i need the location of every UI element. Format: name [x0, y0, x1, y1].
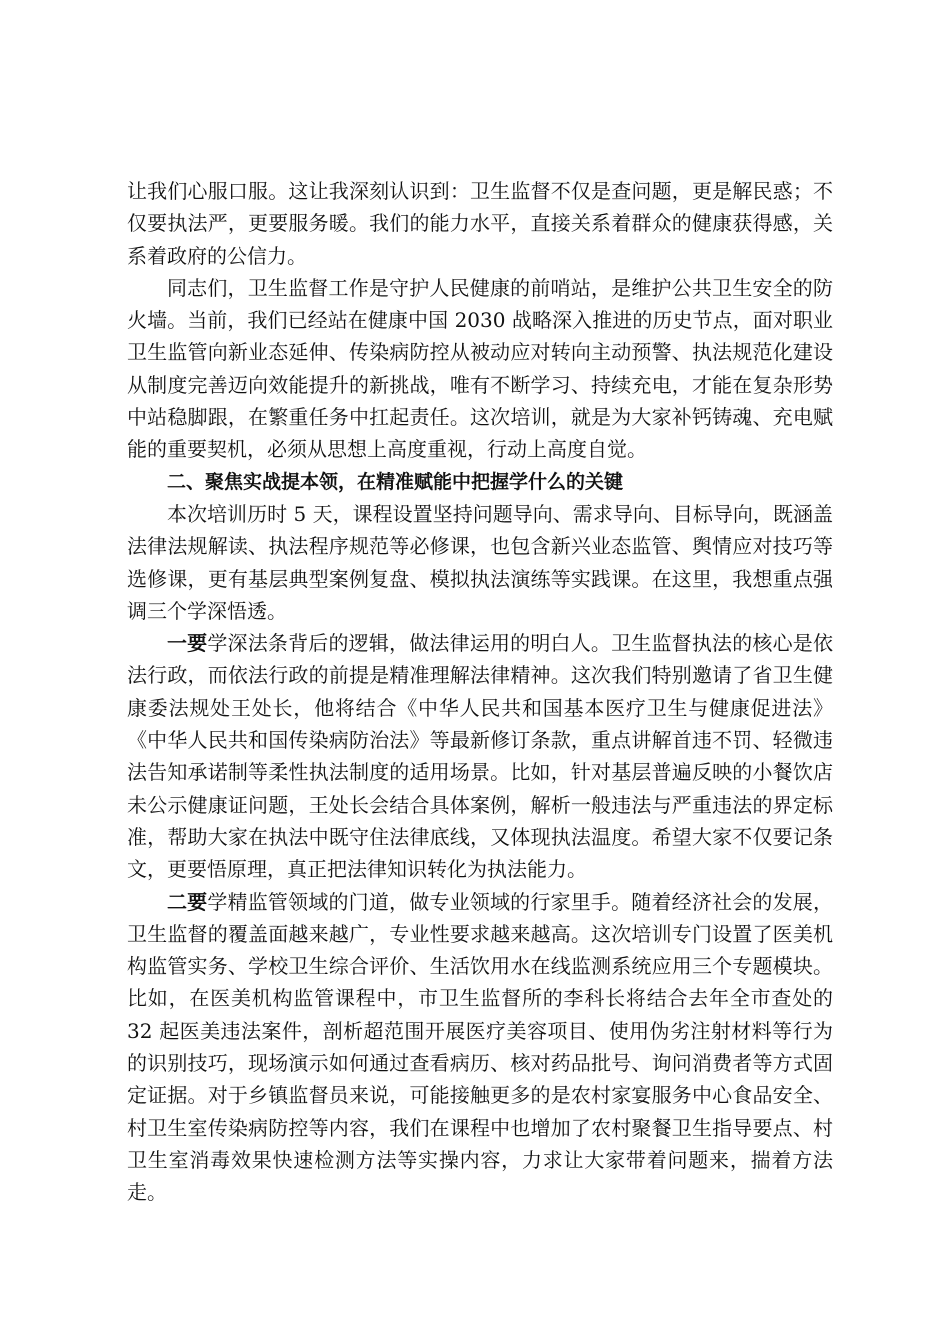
point-one-lead: 一要: [167, 631, 208, 656]
section-heading: 二、聚焦实战提本领，在精准赋能中把握学什么的关键: [167, 470, 624, 493]
paragraph-training-intro: 本次培训历时 5 天，课程设置坚持问题导向、需求导向、目标导向，既涵盖法律法规解读、执法程序规范等必修课，也包含新兴业态监管、舆情应对技巧等选修课，更有基层典型案例复盘、模拟执法演练等实践课。在这里，我想重点强调三个学深悟透。: [127, 501, 833, 623]
paragraph-point-two: [127, 886, 833, 1209]
document-body: [127, 175, 833, 1209]
paragraph-continuation: 让我们心服口服。这让我深刻认识到：卫生监督不仅是查问题，更是解民惑；不仅要执法严，更要服务暖。我们的能力水平，直接关系着群众的健康获得感，关系着政府的公信力。: [127, 179, 833, 268]
point-two-text: 学精监管领域的门道，做专业领域的行家里手。随着经济社会的发展，卫生监督的覆盖面越来越广，专业性要求越来越高。这次培训专门设置了医美机构监管实务、学校卫生综合评价、生活饮用水在线监测系统应用三个专题模块。比如，在医美机构监管课程中，市卫生监督所的李科长将结合去年全市查处的 32 起医美违法案件，剖析超范围开展医疗美容项目、使用伪劣注射材料等行为的识别技巧，现场演示如何通过查看病历、核对药品批号、询问消费者等方式固定证据。对于乡镇监督员来说，可能接触更多的是农村家宴服务中心食品安全、村卫生室传染病防控等内容，我们在课程中也增加了农村聚餐卫生指导要点、村卫生室消毒效果快速检测方法等实操内容，力求让大家带着问题来，揣着方法走。: [127, 889, 833, 1205]
point-two-lead: 二要: [167, 889, 208, 914]
point-one-text: 学深法条背后的逻辑，做法律运用的明白人。卫生监督执法的核心是依法行政，而依法行政的前提是精准理解法律精神。这次我们特别邀请了省卫生健康委法规处王处长，他将结合《中华人民共和国基本医疗卫生与健康促进法》《中华人民共和国传染病防治法》等最新修订条款，重点讲解首违不罚、轻微违法告知承诺制等柔性执法制度的适用场景。比如，针对基层普遍反映的小餐饮店未公示健康证问题，王处长会结合具体案例，解析一般违法与严重违法的界定标准，帮助大家在执法中既守住法律底线，又体现执法温度。希望大家不仅要记条文，更要悟原理，真正把法律知识转化为执法能力。: [127, 631, 833, 882]
paragraph-point-one: [127, 627, 833, 885]
paragraph-comrades: 同志们，卫生监督工作是守护人民健康的前哨站，是维护公共卫生安全的防火墙。当前，我们已经站在健康中国 2030 战略深入推进的历史节点，面对职业卫生监管向新业态延伸、传染病防控从被动应对转向主动预警、执法规范化建设从制度完善迈向效能提升的新挑战，唯有不断学习、持续充电，才能在复杂形势中站稳脚跟，在繁重任务中扛起责任。这次培训，就是为大家补钙铸魂、充电赋能的重要契机，必须从思想上高度重视，行动上高度自觉。: [127, 275, 833, 462]
